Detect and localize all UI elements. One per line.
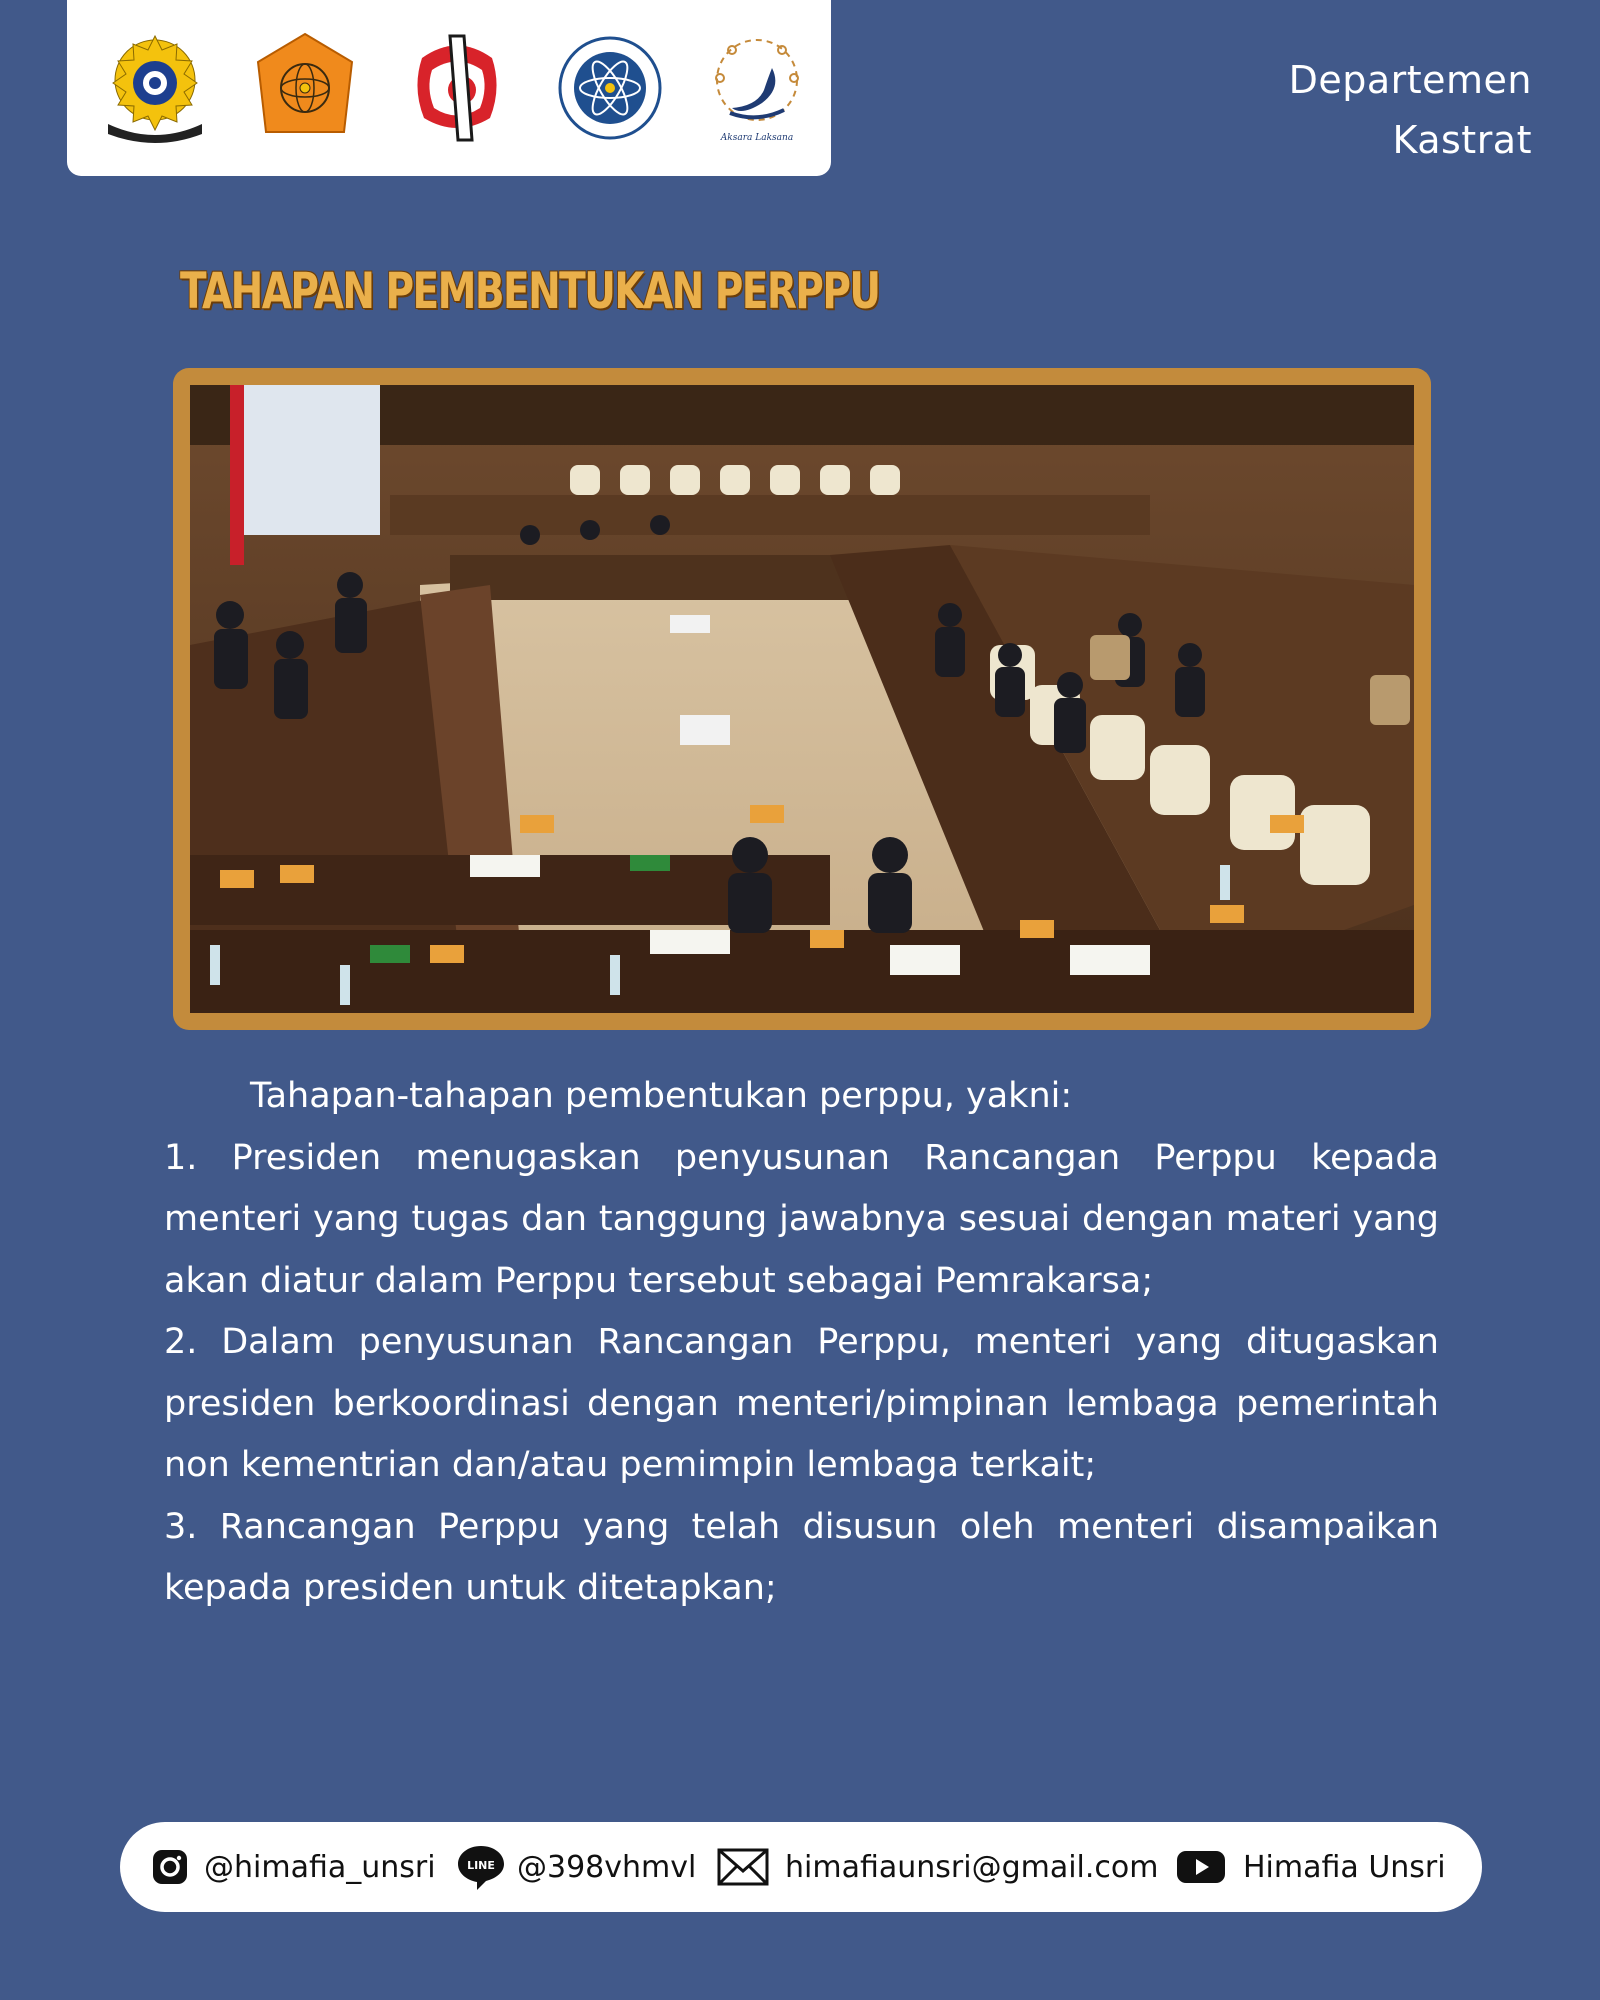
content-intro: Tahapan-tahapan pembentukan perppu, yakni: [250, 1076, 1073, 1116]
department-line-1: Departemen [1288, 58, 1532, 102]
red-emblem-icon [402, 28, 512, 148]
youtube-channel: Himafia Unsri [1243, 1849, 1446, 1885]
page-title: TAHAPAN PEMBENTUKAN PERPPU [180, 262, 880, 320]
photo-frame [173, 368, 1431, 1030]
youtube-icon [1175, 1847, 1227, 1887]
aksara-laksana-swan-icon [702, 28, 812, 148]
list-item: 1. Presiden menugaskan penyusunan Rancangan Perppu kepada menteri yang tugas dan tanggung jawabnya sesuai dengan materi yang akan diatur dalam Perppu tersebut sebagai Pemrakarsa; [164, 1137, 1439, 1301]
list-item: 2. Dalam penyusunan Rancangan Perppu, menteri yang ditugaskan presiden berkoordinasi dengan menteri/pimpinan lembaga pemerintah non kementrian dan/atau pemimpin lembaga terkait; [164, 1322, 1439, 1485]
line-icon [455, 1841, 507, 1893]
himafia-atom-logo-icon [555, 28, 665, 148]
email-address: himafiaunsri@gmail.com [785, 1849, 1159, 1885]
mail-icon [717, 1847, 769, 1887]
department-label [1289, 50, 1532, 170]
university-sriwijaya-seal-icon [100, 28, 210, 148]
list-item: 3. Rancangan Perppu yang telah disusun oleh menteri disampaikan kepada presiden untuk ditetapkan; [164, 1506, 1439, 1608]
email-contact[interactable] [717, 1822, 1159, 1912]
instagram-icon [150, 1847, 190, 1887]
line-contact[interactable] [455, 1822, 696, 1912]
line-icon-label: LINE [467, 1859, 495, 1872]
keluarga-mahasiswa-badge-icon [250, 28, 360, 148]
line-handle: @398vhmvl [517, 1849, 697, 1885]
parliament-meeting-photo [190, 385, 1414, 1013]
instagram-handle: @himafia_unsri [204, 1849, 436, 1885]
aksara-laksana-caption: Aksara Laksana [720, 133, 794, 143]
contact-footer [120, 1822, 1482, 1912]
department-line-2: Kastrat [1392, 118, 1532, 162]
logo-bar [67, 0, 831, 176]
instagram-contact[interactable] [150, 1822, 436, 1912]
youtube-contact[interactable] [1175, 1822, 1446, 1912]
content-body [164, 1066, 1439, 1620]
